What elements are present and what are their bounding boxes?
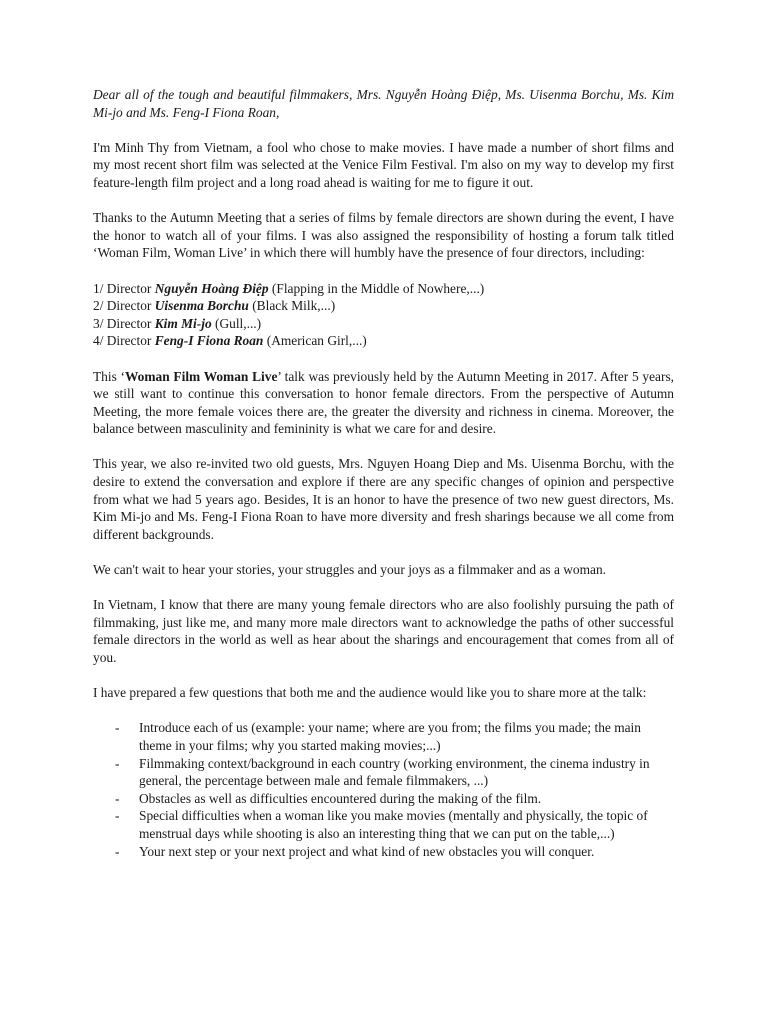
question-text: Your next step or your next project and what kind of new obstacles you will conquer. — [139, 843, 595, 859]
question-text: Obstacles as well as difficulties encountered during the making of the film. — [139, 790, 542, 806]
question-list — [93, 719, 674, 860]
question-text: Introduce each of us (example: your name; where are you from; the films you made; the main theme in your films; why you started making movies;...) — [139, 720, 641, 753]
question-item — [93, 755, 674, 790]
vietnam-paragraph: In Vietnam, I know that there are many young female directors who are also foolishly pursuing the path of filmmaking, just like me, and many more male directors want to acknowledge the paths of other successful female directors in the world as well as hear about the sharings and encouragement that comes from all of you. — [93, 597, 674, 665]
bullet-dash: - — [115, 808, 120, 824]
history-before: This ‘ — [93, 368, 126, 384]
talk-title: Woman Film Woman Live — [125, 368, 278, 384]
greeting-paragraph: Dear all of the tough and beautiful filmmakers, Mrs. Nguyễn Hoàng Điệp, Ms. Uisenma Borchu, Ms. Kim Mi-jo and Ms. Feng-I Fiona Roan, — [93, 87, 674, 120]
director-film: (Flapping in the Middle of Nowhere,...) — [268, 280, 485, 296]
director-prefix: 2/ Director — [93, 298, 155, 314]
director-item-4 — [93, 332, 674, 350]
director-prefix: 3/ Director — [93, 315, 155, 331]
director-name: Kim Mi-jo — [154, 315, 212, 331]
question-item — [93, 807, 674, 842]
bullet-dash: - — [115, 720, 120, 736]
director-item-3 — [93, 315, 674, 333]
prepared-paragraph: I have prepared a few questions that both me and the audience would like you to share more at the talk: — [93, 685, 647, 701]
director-film: (Black Milk,...) — [248, 298, 336, 314]
cant-wait-paragraph: We can't wait to hear your stories, your struggles and your joys as a filmmaker and as a woman. — [93, 562, 607, 578]
director-item-1 — [93, 280, 674, 298]
this-year-paragraph: This year, we also re-invited two old guests, Mrs. Nguyen Hoang Diep and Ms. Uisenma Borchu, with the desire to extend the conversation and explore if there are any specific changes of opinion and perspective from what we had 5 years ago. Besides, It is an honor to have the presence of two new guest directors, Ms. Kim Mi-jo and Ms. Feng-I Fiona Roan to have more diversity and fresh sharings because we all come from different backgrounds. — [93, 456, 674, 542]
intro-paragraph: I'm Minh Thy from Vietnam, a fool who chose to make movies. I have made a number of short films and my most recent short film was selected at the Venice Film Festival. I'm also on my way to develop my first feature-length film project and a long road ahead is waiting for me to figure it out. — [93, 139, 674, 190]
question-item — [93, 790, 674, 808]
director-list — [93, 280, 674, 350]
director-prefix: 4/ Director — [93, 333, 155, 349]
thanks-paragraph: Thanks to the Autumn Meeting that a series of films by female directors are shown during the event, I have the honor to watch all of your films. I was also assigned the responsibility of hosting a forum talk titled ‘Woman Film, Woman Live’ in which there will humbly have the presence of four directors, including: — [93, 210, 674, 261]
question-text: Filmmaking context/background in each country (working environment, the cinema industry in general, the percentage between male and female filmmakers, ...) — [139, 755, 650, 789]
history-paragraph — [93, 368, 674, 438]
director-name: Nguyễn Hoàng Điệp — [154, 280, 269, 296]
bullet-dash: - — [115, 843, 120, 859]
history-after: ’ talk was previously held by the Autumn Meeting in 2017. After 5 years, we still want to continue this conversation to honor female directors. From the perspective of Autumn Meeting, the more female voices there are, the greater the diversity and richness in cinema. Moreover, the balance between masculinity and femininity is what we care for and desire. — [93, 368, 675, 437]
director-item-2 — [93, 297, 674, 315]
director-film: (Gull,...) — [211, 315, 262, 331]
director-name: Feng-I Fiona Roan — [154, 333, 264, 349]
question-item — [93, 843, 674, 861]
director-film: (American Girl,...) — [263, 333, 367, 349]
question-text: Special difficulties when a woman like you make movies (mentally and physically, the topic of menstrual days while shooting is also an interesting thing that we can put on the table,...) — [139, 808, 648, 841]
bullet-dash: - — [115, 755, 120, 771]
question-item — [93, 719, 674, 754]
director-name: Uisenma Borchu — [154, 298, 249, 314]
director-prefix: 1/ Director — [93, 280, 155, 296]
bullet-dash: - — [115, 790, 120, 806]
